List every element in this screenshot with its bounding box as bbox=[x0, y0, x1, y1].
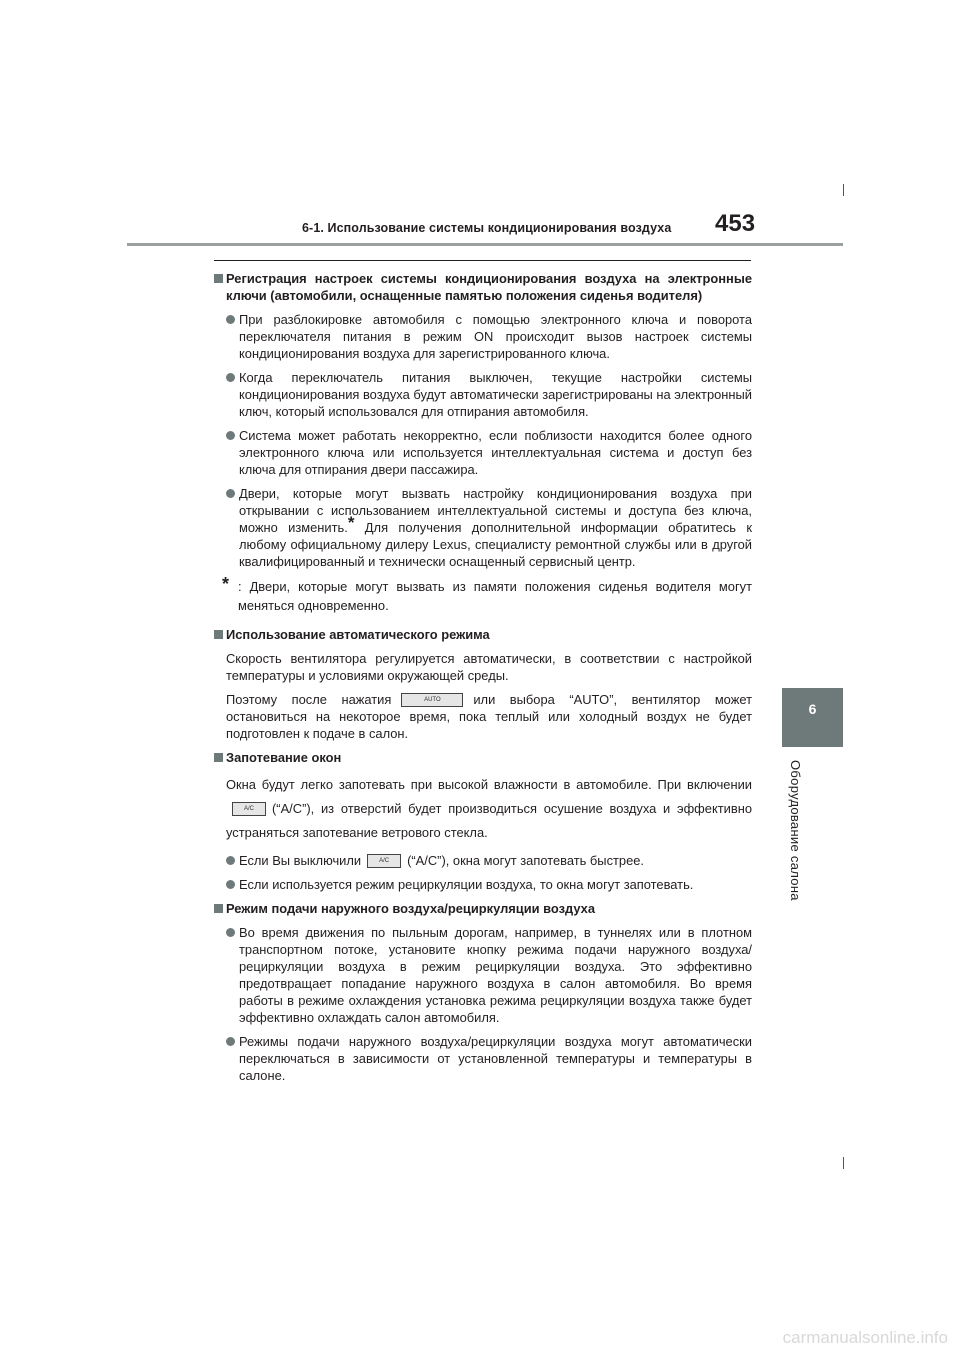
paragraph-text: (“A/C”), из отверстий будет производиться осушение воздуха и эффективно устраняться запотевание ветрового стекла. bbox=[226, 801, 752, 840]
heading-text: Режим подачи наружного воздуха/рециркуляции воздуха bbox=[226, 901, 596, 916]
heading-text: Запотевание окон bbox=[226, 750, 342, 765]
button-label: AUTO bbox=[424, 697, 441, 703]
bullet-text: Двери, которые могут вызвать настройку кондиционирования воздуха при открывании с использованием интеллектуальной системы и доступа без ключа, можно изменить. bbox=[239, 486, 752, 535]
chapter-label: Оборудование салона bbox=[788, 760, 803, 901]
footnote-marker: * bbox=[347, 513, 355, 532]
header-rule bbox=[127, 243, 843, 246]
page-content bbox=[214, 270, 752, 1091]
ac-button-icon bbox=[367, 854, 401, 868]
heading-text: Использование автоматического режима bbox=[226, 627, 490, 642]
paragraph-text: Поэтому после нажатия bbox=[226, 692, 392, 707]
bullet-dot-icon bbox=[226, 315, 235, 324]
heading-text: Регистрация настроек системы кондиционирования воздуха на электронные ключи (автомобили, оснащенные памятью положения сиденья водителя) bbox=[226, 271, 752, 303]
bullet-text: При разблокировке автомобиля с помощью электронного ключа и поворота переключателя питания в режим ON происходит вызов настроек системы кондиционирования воздуха для зарегистрированного ключа. bbox=[239, 312, 752, 361]
bullet-item bbox=[214, 369, 752, 420]
bullet-dot-icon bbox=[226, 880, 235, 889]
bullet-text: Когда переключатель питания выключен, текущие настройки системы кондиционирования воздуха будут автоматически зарегистрированы на электронный ключ, который использовался для отпирания автомобиля. bbox=[239, 370, 752, 419]
paragraph-text: Окна будут легко запотевать при высокой влажности в автомобиле. При включении bbox=[226, 777, 752, 792]
bullet-text: Режимы подачи наружного воздуха/рециркуляции воздуха могут автоматически переключаться в зависимости от установленной температуры и температуры в салоне. bbox=[239, 1034, 752, 1083]
crop-mark-top bbox=[843, 184, 844, 196]
heading-recirculation bbox=[214, 900, 752, 917]
paragraph bbox=[214, 773, 752, 845]
heading-fogging bbox=[214, 749, 752, 766]
bullet-dot-icon bbox=[226, 489, 235, 498]
auto-button-icon bbox=[401, 693, 463, 707]
section-title: 6-1. Использование системы кондиционирования воздуха bbox=[302, 221, 672, 235]
bullet-text: Если используется режим рециркуляции воздуха, то окна могут запотевать. bbox=[239, 877, 694, 892]
bullet-text: (“A/C”), окна могут запотевать быстрее. bbox=[407, 853, 645, 868]
crop-mark-bottom bbox=[843, 1157, 844, 1169]
content-top-rule bbox=[214, 260, 751, 261]
page-number: 453 bbox=[715, 210, 756, 237]
heading-square-icon bbox=[214, 904, 223, 913]
footnote-asterisk: * bbox=[222, 574, 230, 594]
bullet-dot-icon bbox=[226, 1037, 235, 1046]
paragraph-text: или выбора “AUTO”, вентилятор может остановиться на некоторое время, пока теплый или холодный воздух не будет подготовлен к подаче в салон. bbox=[226, 692, 752, 741]
bullet-dot-icon bbox=[226, 373, 235, 382]
bullet-item bbox=[214, 485, 752, 570]
bullet-dot-icon bbox=[226, 431, 235, 440]
paragraph: Скорость вентилятора регулируется автоматически, в соответствии с настройкой температуры и условиями окружающей среды. bbox=[226, 651, 752, 683]
bullet-text: Для получения дополнительной информации обратитесь к любому официальному дилеру Lexus, специалисту ремонтной службы или в другой квалифицированный и технически оснащенный сервисный центр. bbox=[239, 520, 752, 569]
bullet-dot-icon bbox=[226, 928, 235, 937]
bullet-item bbox=[214, 427, 752, 478]
button-label: A/C bbox=[243, 806, 254, 812]
footnote-text: : Двери, которые могут вызвать из памяти положения сиденья водителя могут меняться одновременно. bbox=[238, 579, 752, 613]
chapter-number: 6 bbox=[808, 701, 817, 717]
bullet-item bbox=[214, 311, 752, 362]
heading-auto-mode bbox=[214, 626, 752, 643]
bullet-item bbox=[214, 876, 752, 893]
chapter-label-wrap bbox=[788, 760, 814, 900]
heading-square-icon bbox=[214, 753, 223, 762]
footnote bbox=[214, 574, 752, 615]
bullet-item bbox=[214, 1033, 752, 1084]
chapter-tab bbox=[782, 688, 843, 747]
bullet-text: Во время движения по пыльным дорогам, например, в туннелях или в плотном транспортном потоке, установите кнопку режима подачи наружного воздуха/рециркуляции воздуха в режим рециркуляции воздуха. Это эффективно предотвращает попадание наружного воздуха в салон автомобиля. Во время работы в режиме охлаждения установка режима рециркуляции воздуха также будет эффективно охлаждать салон автомобиля. bbox=[239, 925, 752, 1025]
bullet-text: Система может работать некорректно, если поблизости находится более одного электронного ключа или используется интеллектуальная система и доступ без ключа для отпирания двери пассажира. bbox=[239, 428, 752, 477]
bullet-dot-icon bbox=[226, 856, 235, 865]
watermark: carmanualsonline.info bbox=[782, 1328, 948, 1347]
bullet-text: Если Вы выключили bbox=[239, 853, 362, 868]
button-label: A/C bbox=[379, 858, 390, 864]
ac-button-icon bbox=[232, 802, 266, 816]
heading-square-icon bbox=[214, 630, 223, 639]
heading-square-icon bbox=[214, 274, 223, 283]
paragraph bbox=[214, 691, 752, 742]
bullet-item bbox=[214, 852, 752, 869]
bullet-item bbox=[214, 924, 752, 1026]
heading-registration bbox=[214, 270, 752, 304]
